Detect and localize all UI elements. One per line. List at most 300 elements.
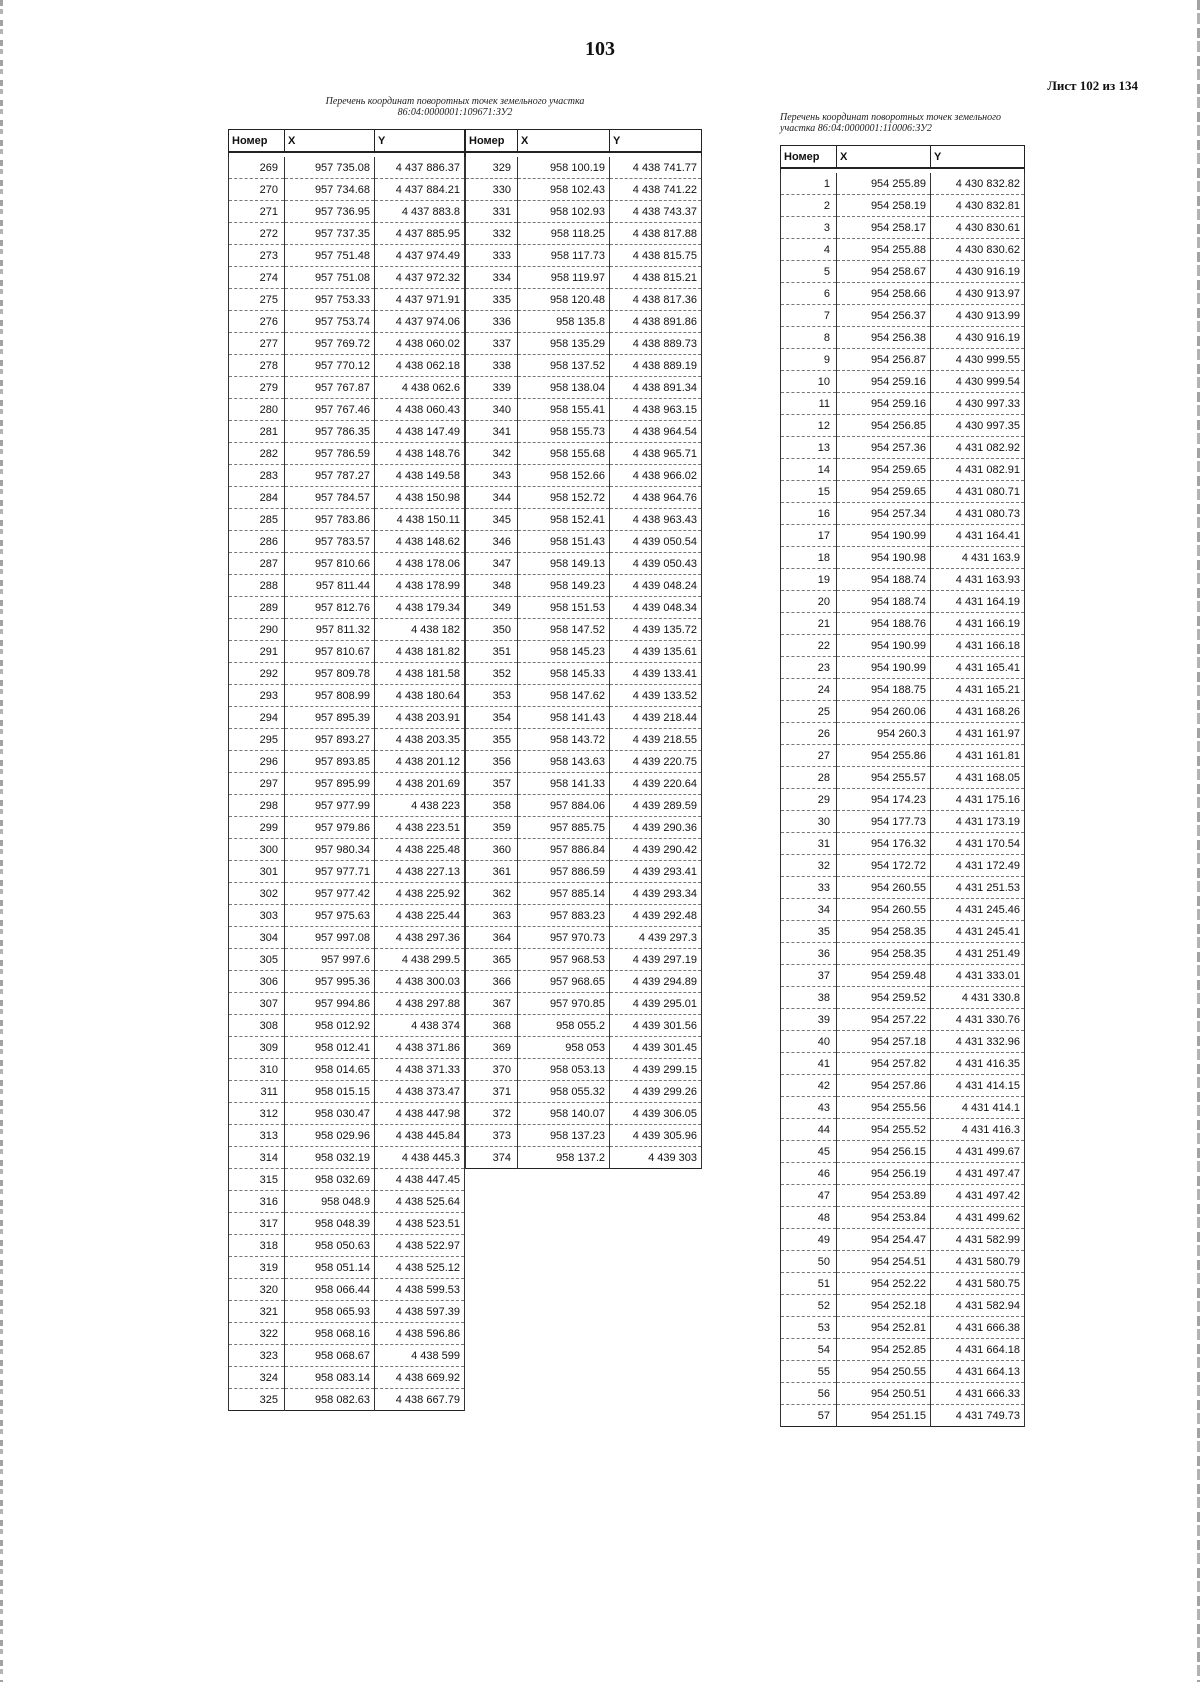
- table-row: [781, 855, 1025, 877]
- table-row: [229, 1367, 465, 1389]
- x-cell: 954 177.73: [837, 811, 931, 833]
- num-cell: 291: [229, 641, 285, 663]
- num-cell: 373: [466, 1125, 518, 1147]
- num-cell: 334: [466, 267, 518, 289]
- y-cell: 4 431 164.19: [931, 591, 1025, 613]
- x-cell: 957 783.86: [285, 509, 375, 531]
- x-cell: 957 883.23: [518, 905, 610, 927]
- x-cell: 954 259.48: [837, 965, 931, 987]
- x-cell: 954 255.86: [837, 745, 931, 767]
- table-row: [781, 613, 1025, 635]
- y-cell: 4 438 741.22: [610, 179, 702, 201]
- x-cell: 958 145.23: [518, 641, 610, 663]
- x-cell: 958 032.19: [285, 1147, 375, 1169]
- x-cell: 958 152.72: [518, 487, 610, 509]
- num-cell: 27: [781, 745, 837, 767]
- y-cell: 4 430 999.54: [931, 371, 1025, 393]
- y-cell: 4 438 181.82: [375, 641, 465, 663]
- table-row: [466, 883, 702, 905]
- num-cell: 346: [466, 531, 518, 553]
- coords-table-b-body: [466, 152, 702, 1169]
- y-cell: 4 438 525.64: [375, 1191, 465, 1213]
- y-cell: 4 438 964.76: [610, 487, 702, 509]
- x-cell: 957 783.57: [285, 531, 375, 553]
- x-cell: 957 885.75: [518, 817, 610, 839]
- table-row: [466, 685, 702, 707]
- num-cell: 28: [781, 767, 837, 789]
- table-row: [781, 569, 1025, 591]
- y-cell: 4 438 523.51: [375, 1213, 465, 1235]
- table-row: [781, 459, 1025, 481]
- x-cell: 957 810.66: [285, 553, 375, 575]
- table-header-row: [781, 146, 1025, 169]
- x-cell: 958 055.32: [518, 1081, 610, 1103]
- num-cell: 44: [781, 1119, 837, 1141]
- y-cell: 4 431 499.67: [931, 1141, 1025, 1163]
- num-cell: 365: [466, 949, 518, 971]
- x-cell: 957 997.6: [285, 949, 375, 971]
- x-cell: 954 251.15: [837, 1405, 931, 1427]
- header-y: Y: [375, 130, 465, 153]
- header-x: X: [518, 130, 610, 153]
- table-row: [466, 1103, 702, 1125]
- y-cell: 4 438 297.88: [375, 993, 465, 1015]
- table-row: [466, 751, 702, 773]
- table-row: [781, 393, 1025, 415]
- y-cell: 4 438 447.98: [375, 1103, 465, 1125]
- table-row: [781, 547, 1025, 569]
- table-row: [229, 179, 465, 201]
- y-cell: 4 431 666.33: [931, 1383, 1025, 1405]
- num-cell: 40: [781, 1031, 837, 1053]
- table-row: [229, 157, 465, 179]
- num-cell: 356: [466, 751, 518, 773]
- num-cell: 324: [229, 1367, 285, 1389]
- y-cell: 4 438 060.43: [375, 399, 465, 421]
- num-cell: 45: [781, 1141, 837, 1163]
- table-row: [781, 437, 1025, 459]
- num-cell: 306: [229, 971, 285, 993]
- y-cell: 4 430 913.97: [931, 283, 1025, 305]
- y-cell: 4 438 891.34: [610, 377, 702, 399]
- x-cell: 958 135.29: [518, 333, 610, 355]
- x-cell: 954 259.65: [837, 459, 931, 481]
- y-cell: 4 438 815.75: [610, 245, 702, 267]
- x-cell: 957 895.39: [285, 707, 375, 729]
- x-cell: 957 735.08: [285, 157, 375, 179]
- y-cell: 4 439 133.41: [610, 663, 702, 685]
- x-cell: 954 256.15: [837, 1141, 931, 1163]
- x-cell: 958 029.96: [285, 1125, 375, 1147]
- num-cell: 372: [466, 1103, 518, 1125]
- x-cell: 954 255.52: [837, 1119, 931, 1141]
- table-row: [781, 1009, 1025, 1031]
- x-cell: 954 256.19: [837, 1163, 931, 1185]
- x-cell: 957 812.76: [285, 597, 375, 619]
- num-cell: 8: [781, 327, 837, 349]
- x-cell: 958 015.15: [285, 1081, 375, 1103]
- x-cell: 957 786.35: [285, 421, 375, 443]
- y-cell: 4 438 889.73: [610, 333, 702, 355]
- x-cell: 957 968.53: [518, 949, 610, 971]
- y-cell: 4 439 050.43: [610, 553, 702, 575]
- x-cell: 957 886.59: [518, 861, 610, 883]
- num-cell: 332: [466, 223, 518, 245]
- num-cell: 340: [466, 399, 518, 421]
- y-cell: 4 437 883.8: [375, 201, 465, 223]
- num-cell: 1: [781, 173, 837, 195]
- x-cell: 957 734.68: [285, 179, 375, 201]
- x-cell: 954 259.65: [837, 481, 931, 503]
- num-cell: 26: [781, 723, 837, 745]
- x-cell: 954 255.57: [837, 767, 931, 789]
- x-cell: 958 141.33: [518, 773, 610, 795]
- num-cell: 343: [466, 465, 518, 487]
- num-cell: 47: [781, 1185, 837, 1207]
- table-row: [229, 355, 465, 377]
- num-cell: 41: [781, 1053, 837, 1075]
- x-cell: 957 811.44: [285, 575, 375, 597]
- num-cell: 277: [229, 333, 285, 355]
- y-cell: 4 438 963.43: [610, 509, 702, 531]
- y-cell: 4 431 161.81: [931, 745, 1025, 767]
- table-row: [781, 1273, 1025, 1295]
- y-cell: 4 431 580.75: [931, 1273, 1025, 1295]
- table-row: [781, 899, 1025, 921]
- num-cell: 304: [229, 927, 285, 949]
- num-cell: 56: [781, 1383, 837, 1405]
- x-cell: 954 190.99: [837, 525, 931, 547]
- left-caption-line2: 86:04:0000001:109671:ЗУ2: [397, 107, 513, 118]
- y-cell: 4 431 497.47: [931, 1163, 1025, 1185]
- y-cell: 4 438 371.86: [375, 1037, 465, 1059]
- y-cell: 4 437 974.49: [375, 245, 465, 267]
- num-cell: 367: [466, 993, 518, 1015]
- num-cell: 318: [229, 1235, 285, 1257]
- num-cell: 280: [229, 399, 285, 421]
- table-row: [229, 1389, 465, 1411]
- y-cell: 4 431 416.35: [931, 1053, 1025, 1075]
- y-cell: 4 439 295.01: [610, 993, 702, 1015]
- num-cell: 336: [466, 311, 518, 333]
- header-x: X: [285, 130, 375, 153]
- x-cell: 957 975.63: [285, 905, 375, 927]
- y-cell: 4 439 289.59: [610, 795, 702, 817]
- y-cell: 4 438 815.21: [610, 267, 702, 289]
- table-row: [466, 223, 702, 245]
- num-cell: 349: [466, 597, 518, 619]
- y-cell: 4 437 972.32: [375, 267, 465, 289]
- y-cell: 4 439 220.75: [610, 751, 702, 773]
- table-row: [229, 553, 465, 575]
- y-cell: 4 431 333.01: [931, 965, 1025, 987]
- x-cell: 958 083.14: [285, 1367, 375, 1389]
- num-cell: 5: [781, 261, 837, 283]
- x-cell: 958 143.72: [518, 729, 610, 751]
- y-cell: 4 437 885.95: [375, 223, 465, 245]
- table-row: [781, 591, 1025, 613]
- y-cell: 4 438 062.18: [375, 355, 465, 377]
- x-cell: 958 012.92: [285, 1015, 375, 1037]
- coords-table-a-body: [229, 152, 465, 1411]
- table-row: [466, 1081, 702, 1103]
- table-row: [229, 597, 465, 619]
- table-row: [229, 1257, 465, 1279]
- y-cell: 4 431 161.97: [931, 723, 1025, 745]
- num-cell: 31: [781, 833, 837, 855]
- x-cell: 958 152.41: [518, 509, 610, 531]
- x-cell: 958 155.41: [518, 399, 610, 421]
- table-row: [466, 443, 702, 465]
- y-cell: 4 430 913.99: [931, 305, 1025, 327]
- x-cell: 957 980.34: [285, 839, 375, 861]
- num-cell: 360: [466, 839, 518, 861]
- table-row: [781, 1229, 1025, 1251]
- y-cell: 4 438 201.12: [375, 751, 465, 773]
- num-cell: 305: [229, 949, 285, 971]
- x-cell: 954 255.88: [837, 239, 931, 261]
- num-cell: 42: [781, 1075, 837, 1097]
- num-cell: 354: [466, 707, 518, 729]
- num-cell: 281: [229, 421, 285, 443]
- x-cell: 954 252.18: [837, 1295, 931, 1317]
- y-cell: 4 431 330.76: [931, 1009, 1025, 1031]
- num-cell: 374: [466, 1147, 518, 1169]
- header-num: Номер: [229, 130, 285, 153]
- x-cell: 957 786.59: [285, 443, 375, 465]
- table-row: [229, 575, 465, 597]
- x-cell: 954 255.56: [837, 1097, 931, 1119]
- table-row: [466, 421, 702, 443]
- x-cell: 957 811.32: [285, 619, 375, 641]
- table-row: [781, 1383, 1025, 1405]
- x-cell: 954 256.87: [837, 349, 931, 371]
- x-cell: 954 257.18: [837, 1031, 931, 1053]
- x-cell: 958 051.14: [285, 1257, 375, 1279]
- table-row: [229, 487, 465, 509]
- num-cell: 335: [466, 289, 518, 311]
- num-cell: 14: [781, 459, 837, 481]
- num-cell: 271: [229, 201, 285, 223]
- y-cell: 4 431 245.46: [931, 899, 1025, 921]
- y-cell: 4 431 082.92: [931, 437, 1025, 459]
- y-cell: 4 438 966.02: [610, 465, 702, 487]
- header-y: Y: [610, 130, 702, 153]
- num-cell: 298: [229, 795, 285, 817]
- y-cell: 4 431 332.96: [931, 1031, 1025, 1053]
- table-row: [229, 245, 465, 267]
- x-cell: 958 032.69: [285, 1169, 375, 1191]
- num-cell: 333: [466, 245, 518, 267]
- num-cell: 283: [229, 465, 285, 487]
- x-cell: 954 257.86: [837, 1075, 931, 1097]
- num-cell: 38: [781, 987, 837, 1009]
- num-cell: 311: [229, 1081, 285, 1103]
- num-cell: 10: [781, 371, 837, 393]
- y-cell: 4 430 832.82: [931, 173, 1025, 195]
- x-cell: 958 014.65: [285, 1059, 375, 1081]
- y-cell: 4 438 743.37: [610, 201, 702, 223]
- x-cell: 958 053.13: [518, 1059, 610, 1081]
- y-cell: 4 430 830.61: [931, 217, 1025, 239]
- table-row: [781, 701, 1025, 723]
- num-cell: 330: [466, 179, 518, 201]
- num-cell: 292: [229, 663, 285, 685]
- num-cell: 32: [781, 855, 837, 877]
- table-row: [466, 949, 702, 971]
- table-row: [466, 993, 702, 1015]
- x-cell: 957 787.27: [285, 465, 375, 487]
- table-row: [781, 943, 1025, 965]
- y-cell: 4 438 373.47: [375, 1081, 465, 1103]
- num-cell: 9: [781, 349, 837, 371]
- x-cell: 954 258.19: [837, 195, 931, 217]
- table-row: [781, 239, 1025, 261]
- table-row: [781, 1075, 1025, 1097]
- y-cell: 4 431 168.05: [931, 767, 1025, 789]
- x-cell: 957 893.27: [285, 729, 375, 751]
- num-cell: 299: [229, 817, 285, 839]
- table-row: [229, 1103, 465, 1125]
- table-row: [781, 635, 1025, 657]
- left-scan-edge: [0, 0, 3, 1682]
- num-cell: 321: [229, 1301, 285, 1323]
- num-cell: 357: [466, 773, 518, 795]
- x-cell: 957 884.06: [518, 795, 610, 817]
- table-row: [466, 355, 702, 377]
- table-row: [466, 795, 702, 817]
- x-cell: 958 117.73: [518, 245, 610, 267]
- y-cell: 4 438 182: [375, 619, 465, 641]
- y-cell: 4 430 916.19: [931, 327, 1025, 349]
- num-cell: 288: [229, 575, 285, 597]
- table-row: [466, 553, 702, 575]
- y-cell: 4 438 225.92: [375, 883, 465, 905]
- table-row: [781, 283, 1025, 305]
- table-row: [229, 861, 465, 883]
- y-cell: 4 439 306.05: [610, 1103, 702, 1125]
- table-row: [781, 1053, 1025, 1075]
- table-row: [466, 839, 702, 861]
- num-cell: 270: [229, 179, 285, 201]
- x-cell: 954 258.67: [837, 261, 931, 283]
- x-cell: 957 895.99: [285, 773, 375, 795]
- y-cell: 4 438 371.33: [375, 1059, 465, 1081]
- x-cell: 957 977.71: [285, 861, 375, 883]
- x-cell: 957 997.08: [285, 927, 375, 949]
- y-cell: 4 438 597.39: [375, 1301, 465, 1323]
- x-cell: 954 188.74: [837, 591, 931, 613]
- x-cell: 954 188.76: [837, 613, 931, 635]
- page-number: 103: [585, 38, 615, 60]
- num-cell: 310: [229, 1059, 285, 1081]
- x-cell: 954 253.89: [837, 1185, 931, 1207]
- y-cell: 4 438 445.84: [375, 1125, 465, 1147]
- table-row: [229, 817, 465, 839]
- y-cell: 4 431 330.8: [931, 987, 1025, 1009]
- x-cell: 958 135.8: [518, 311, 610, 333]
- y-cell: 4 438 179.34: [375, 597, 465, 619]
- y-cell: 4 438 178.06: [375, 553, 465, 575]
- num-cell: 296: [229, 751, 285, 773]
- x-cell: 954 257.34: [837, 503, 931, 525]
- y-cell: 4 438 225.44: [375, 905, 465, 927]
- y-cell: 4 437 886.37: [375, 157, 465, 179]
- y-cell: 4 439 293.34: [610, 883, 702, 905]
- num-cell: 352: [466, 663, 518, 685]
- table-row: [781, 481, 1025, 503]
- coords-table-c-body: [781, 168, 1025, 1427]
- table-row: [229, 1125, 465, 1147]
- x-cell: 954 252.22: [837, 1273, 931, 1295]
- y-cell: 4 438 300.03: [375, 971, 465, 993]
- y-cell: 4 431 414.1: [931, 1097, 1025, 1119]
- x-cell: 954 174.23: [837, 789, 931, 811]
- y-cell: 4 438 178.99: [375, 575, 465, 597]
- num-cell: 287: [229, 553, 285, 575]
- table-row: [781, 327, 1025, 349]
- num-cell: 300: [229, 839, 285, 861]
- x-cell: 957 808.99: [285, 685, 375, 707]
- y-cell: 4 430 916.19: [931, 261, 1025, 283]
- table-row: [466, 201, 702, 223]
- y-cell: 4 438 147.49: [375, 421, 465, 443]
- num-cell: 43: [781, 1097, 837, 1119]
- y-cell: 4 430 830.62: [931, 239, 1025, 261]
- y-cell: 4 431 082.91: [931, 459, 1025, 481]
- y-cell: 4 439 301.45: [610, 1037, 702, 1059]
- header-y: Y: [931, 146, 1025, 169]
- x-cell: 957 979.86: [285, 817, 375, 839]
- num-cell: 35: [781, 921, 837, 943]
- table-row: [781, 767, 1025, 789]
- num-cell: 290: [229, 619, 285, 641]
- x-cell: 958 138.04: [518, 377, 610, 399]
- y-cell: 4 431 245.41: [931, 921, 1025, 943]
- x-cell: 957 753.33: [285, 289, 375, 311]
- num-cell: 314: [229, 1147, 285, 1169]
- table-header-row: [466, 130, 702, 153]
- x-cell: 958 137.2: [518, 1147, 610, 1169]
- x-cell: 954 258.66: [837, 283, 931, 305]
- table-row: [466, 1037, 702, 1059]
- table-row: [229, 949, 465, 971]
- num-cell: 325: [229, 1389, 285, 1411]
- num-cell: 331: [466, 201, 518, 223]
- num-cell: 315: [229, 1169, 285, 1191]
- x-cell: 954 259.16: [837, 371, 931, 393]
- num-cell: 369: [466, 1037, 518, 1059]
- table-row: [229, 883, 465, 905]
- table-row: [781, 679, 1025, 701]
- right-caption-line2: участка 86:04:0000001:110006:ЗУ2: [780, 123, 932, 134]
- x-cell: 957 809.78: [285, 663, 375, 685]
- num-cell: 303: [229, 905, 285, 927]
- num-cell: 11: [781, 393, 837, 415]
- y-cell: 4 439 048.24: [610, 575, 702, 597]
- table-row: [781, 877, 1025, 899]
- num-cell: 49: [781, 1229, 837, 1251]
- num-cell: 284: [229, 487, 285, 509]
- table-row: [229, 399, 465, 421]
- x-cell: 958 140.07: [518, 1103, 610, 1125]
- y-cell: 4 439 290.36: [610, 817, 702, 839]
- y-cell: 4 438 148.76: [375, 443, 465, 465]
- y-cell: 4 438 599.53: [375, 1279, 465, 1301]
- num-cell: 366: [466, 971, 518, 993]
- table-row: [229, 531, 465, 553]
- num-cell: 341: [466, 421, 518, 443]
